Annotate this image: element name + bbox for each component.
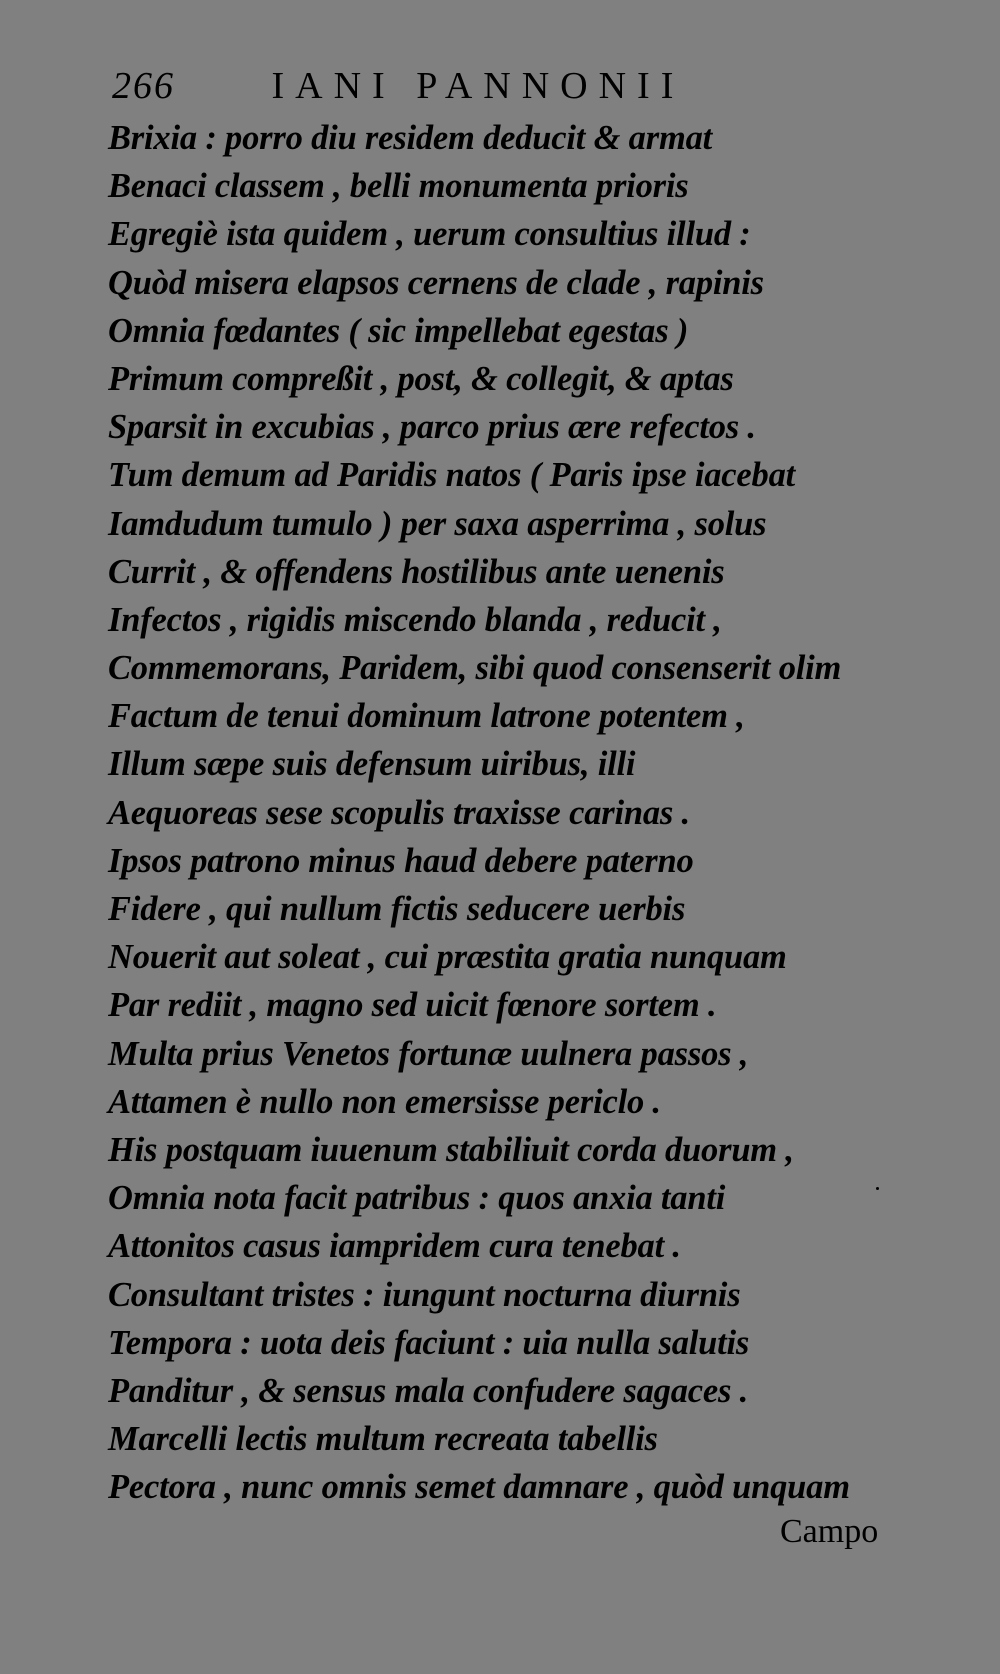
verse-line: Attonitos casus iampridem cura tenebat . [108,1227,681,1266]
verse-line: Tempora : uota deis faciunt : uia nulla salutis [108,1323,750,1362]
verse-line: Currit , & offendens hostilibus ante uenenis [108,552,725,591]
verse-line: Sparsit in excubias , parco prius ære refectos . [108,408,756,447]
verse-line: Omnia nota facit patribus : quos anxia tanti [108,1179,726,1218]
verse-line: Egregiè ista quidem , uerum consultius illud : [108,215,751,254]
verse-line: Primum compreßit , post, & collegit, & aptas [108,359,734,398]
verse-block [108,114,908,1511]
verse-line: Panditur , & sensus mala confudere sagaces . [108,1371,749,1410]
verse-line: Nouerit aut soleat , cui præstita gratia nunquam [108,938,787,977]
verse-line: His postquam iuuenum stabiliuit corda duorum , [108,1130,794,1169]
verse-line: Marcelli lectis multum recreata tabellis [108,1420,658,1459]
verse-line: Illum sæpe suis defensum uiribus, illi [108,745,636,784]
page-header [112,58,812,114]
catchword: Campo [780,1513,879,1550]
ink-speck [876,1187,879,1190]
verse-line: Multa prius Venetos fortunæ uulnera passos , [108,1034,749,1073]
verse-line: Aequoreas sese scopulis traxisse carinas . [108,793,690,832]
verse-line: Infectos , rigidis miscendo blanda , reducit , [108,600,722,639]
verse-line: Quòd misera elapsos cernens de clade , rapinis [108,263,764,302]
verse-line: Fidere , qui nullum fictis seducere uerbis [108,890,686,928]
verse-line: Omnia fœdantes ( sic impellebat egestas ) [108,311,689,350]
verse-line: Attamen è nullo non emersisse periclo . [108,1082,661,1121]
verse-line: Iamdudum tumulo ) per saxa asperrima , solus [108,504,767,543]
page-number: 266 [112,65,175,107]
verse-line: Benaci classem , belli monumenta prioris [108,167,689,206]
verse-line: Tum demum ad Paridis natos ( Paris ipse iacebat [108,456,796,495]
verse-line: Factum de tenui dominum latrone potentem , [108,697,745,736]
running-head: IANI PANNONII [271,65,685,107]
verse-line: Consultant tristes : iungunt nocturna diurnis [108,1275,741,1314]
verse-line: Commemorans, Paridem, sibi quod consenserit olim [108,649,842,688]
verse-line: Ipsos patrono minus haud debere paterno [108,841,694,880]
verse-line: Brixia : porro diu residem deducit & armat [108,119,713,157]
verse-line: Par rediit , magno sed uicit fœnore sortem . [108,986,717,1025]
verse-line: Pectora , nunc omnis semet damnare , quòd unquam [108,1468,850,1507]
